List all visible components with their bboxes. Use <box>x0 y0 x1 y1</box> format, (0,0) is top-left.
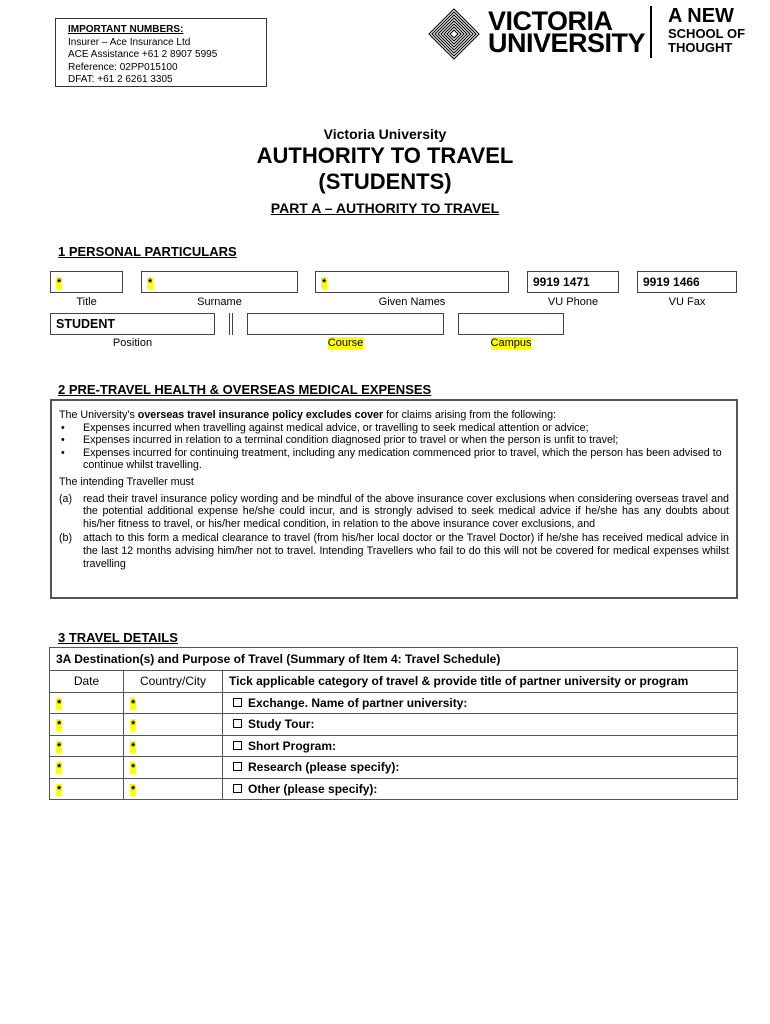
position-label: Position <box>112 337 153 349</box>
table-title: 3A Destination(s) and Purpose of Travel (Summary of Item 4: Travel Schedule) <box>50 648 738 671</box>
given-names-label: Given Names <box>378 296 446 308</box>
city-cell[interactable] <box>124 735 223 757</box>
requirement-marker: (a) <box>59 492 73 505</box>
date-cell[interactable] <box>50 757 124 779</box>
category-cell <box>223 735 738 757</box>
date-cell[interactable] <box>50 735 124 757</box>
table-row <box>50 692 738 714</box>
logo-university: UNIVERSITY <box>488 28 646 58</box>
medical-expenses-box <box>50 399 738 599</box>
other-checkbox[interactable] <box>233 784 242 793</box>
required-marker: * <box>57 697 62 710</box>
date-cell[interactable] <box>50 778 124 800</box>
other-option-label: Other (please specify): <box>248 781 378 796</box>
dfat-line: DFAT: +61 2 6261 3305 <box>68 74 173 85</box>
reference-line: Reference: 02PP015100 <box>68 61 178 73</box>
list-item: • Expenses incurred for continuing treatment, including any medication commenced prior to travel, which the person has been advised to continue whilst travelling. <box>59 447 729 472</box>
required-marker: * <box>131 740 136 753</box>
required-marker: * <box>131 719 136 732</box>
category-cell <box>223 778 738 800</box>
university-name: Victoria University <box>323 126 447 142</box>
logo-slogan-line2: SCHOOL OF <box>668 26 746 41</box>
table-header-row <box>50 671 738 693</box>
part-a-heading: PART A – AUTHORITY TO TRAVEL <box>270 200 500 216</box>
short-program-checkbox[interactable] <box>233 741 242 750</box>
course-label: Course <box>327 337 364 349</box>
date-column-header: Date <box>50 671 124 693</box>
table-title-row <box>50 648 738 671</box>
exchange-checkbox[interactable] <box>233 698 242 707</box>
vu-fax-field[interactable]: 9919 1466 <box>637 271 737 293</box>
requirement-text: attach to this form a medical clearance to travel (from his/her local doctor or the Travel Doctor) if he/she has received medical advice in the last 12 months advising him/her not to travel. Intending Travellers who fail to do this will not be covered for medical expenses whilst travelling <box>83 532 729 570</box>
important-numbers-box <box>55 18 267 87</box>
vu-phone-label: VU Phone <box>547 296 599 308</box>
required-marker: * <box>131 783 136 796</box>
requirement-marker: (b) <box>59 532 73 545</box>
position-field[interactable]: STUDENT <box>50 313 215 335</box>
campus-label: Campus <box>490 337 532 349</box>
list-item: • Expenses incurred in relation to a terminal condition diagnosed prior to travel or when the person is unfit to travel; <box>59 434 729 447</box>
required-marker: * <box>57 740 62 753</box>
title-label: Title <box>76 296 97 308</box>
table-row <box>50 757 738 779</box>
title-field[interactable] <box>50 271 123 293</box>
city-cell[interactable] <box>124 757 223 779</box>
required-marker: * <box>148 277 153 289</box>
exclusions-intro <box>59 409 729 422</box>
study-tour-checkbox[interactable] <box>233 719 242 728</box>
logo-slogan-line1: A NEW <box>668 5 734 27</box>
table-row <box>50 778 738 800</box>
surname-label: Surname <box>197 296 242 308</box>
form-subtitle: (STUDENTS) <box>318 169 452 194</box>
short-program-option-label: Short Program: <box>248 738 337 753</box>
vu-diamond-logo-icon <box>428 8 480 60</box>
section3-heading: 3 TRAVEL DETAILS <box>58 630 178 645</box>
surname-field[interactable] <box>141 271 298 293</box>
assistance-line: ACE Assistance +61 2 8907 5995 <box>68 49 218 60</box>
intro-bold-text: overseas travel insurance policy excludes cover <box>137 409 384 421</box>
vu-fax-label: VU Fax <box>668 296 706 308</box>
exchange-option-label: Exchange. Name of partner university: <box>248 695 468 710</box>
campus-label-wrap <box>458 337 564 349</box>
given-names-field[interactable] <box>315 271 509 293</box>
logo-divider <box>650 6 652 58</box>
city-column-header: Country/City <box>124 671 223 693</box>
city-cell[interactable] <box>124 778 223 800</box>
field-separator <box>229 313 233 335</box>
insurer-line: Insurer – Ace Insurance Ltd <box>68 36 191 48</box>
category-cell <box>223 757 738 779</box>
required-marker: * <box>57 762 62 775</box>
required-marker: * <box>57 277 62 289</box>
category-cell <box>223 692 738 714</box>
required-marker: * <box>57 783 62 796</box>
study-tour-option-label: Study Tour: <box>248 717 315 732</box>
city-cell[interactable] <box>124 714 223 736</box>
requirement-text: read their travel insurance policy wording and be mindful of the above insurance cover exclusions when considering overseas travel and the potential additional expense he/she could incur, and is strongly advised to seek medical advice if he/she has any doubts about his/her fitness to travel, or his/her medical condition, in relation to the above insurance cover exclusions, and <box>83 492 729 530</box>
travel-details-table <box>49 647 738 800</box>
intro-text: The University’s <box>59 409 138 421</box>
campus-field[interactable] <box>458 313 564 335</box>
intro-text-end: for claims arising from the following: <box>383 409 556 421</box>
required-marker: * <box>57 719 62 732</box>
category-column-header: Tick applicable category of travel & provide title of partner university or program <box>223 671 738 693</box>
required-marker: * <box>131 697 136 710</box>
logo-victoria: VICTORIA <box>488 6 613 36</box>
city-cell[interactable] <box>124 692 223 714</box>
table-row <box>50 735 738 757</box>
form-title: AUTHORITY TO TRAVEL <box>256 143 514 168</box>
date-cell[interactable] <box>50 692 124 714</box>
date-cell[interactable] <box>50 714 124 736</box>
important-numbers-heading: IMPORTANT NUMBERS: <box>68 24 184 35</box>
list-item: • Expenses incurred when travelling against medical advice, or travelling to seek medical attention or advice; <box>59 422 729 435</box>
exclusions-list <box>59 422 729 472</box>
table-row <box>50 714 738 736</box>
required-marker: * <box>131 762 136 775</box>
research-option-label: Research (please specify): <box>248 760 400 775</box>
vu-phone-field[interactable]: 9919 1471 <box>527 271 619 293</box>
required-marker: * <box>322 277 327 289</box>
requirement-a <box>59 493 729 531</box>
requirement-b <box>59 532 729 570</box>
traveller-must-text: The intending Traveller must <box>59 475 194 488</box>
section1-heading: 1 PERSONAL PARTICULARS <box>58 244 237 259</box>
course-label-wrap <box>247 337 444 349</box>
research-checkbox[interactable] <box>233 762 242 771</box>
course-field[interactable] <box>247 313 444 335</box>
logo-slogan-line3: THOUGHT <box>668 40 733 55</box>
section2-heading: 2 PRE-TRAVEL HEALTH & OVERSEAS MEDICAL EXPENSES <box>58 382 432 397</box>
category-cell <box>223 714 738 736</box>
